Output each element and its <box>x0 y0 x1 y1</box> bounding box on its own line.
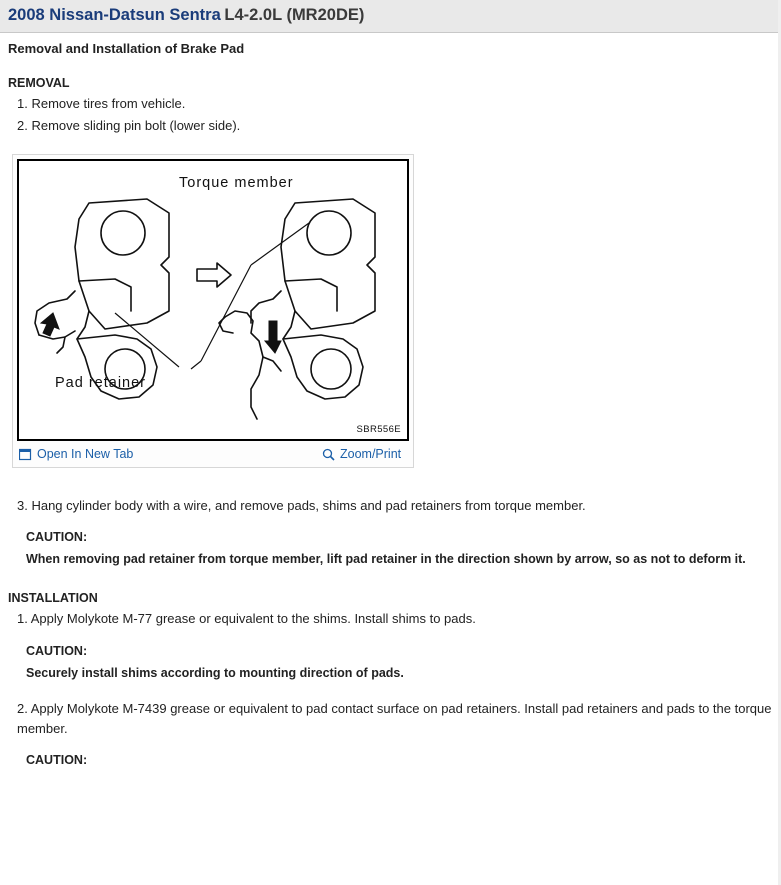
caution-label: CAUTION: <box>26 530 88 545</box>
vehicle-title-bar <box>0 0 781 33</box>
page-title: Removal and Installation of Brake Pad <box>8 41 245 56</box>
removal-step-1: 1. Remove tires from vehicle. <box>17 96 186 111</box>
removal-heading: REMOVAL <box>8 76 70 90</box>
open-in-new-tab-link[interactable] <box>19 447 133 461</box>
figure-container <box>12 154 414 468</box>
removal-step-3: 3. Hang cylinder body with a wire, and remove pads, shims and pad retainers from torque member. <box>17 498 586 514</box>
figure-code: SBR556E <box>356 424 401 436</box>
removal-step-2: 2. Remove sliding pin bolt (lower side). <box>17 118 241 134</box>
zoom-print-label: Zoom/Print <box>340 447 402 462</box>
vehicle-engine: L4-2.0L (MR20DE) <box>224 6 365 24</box>
installation-step-1: 1. Apply Molykote M-77 grease or equivalent to the shims. Install shims to pads. <box>17 611 476 627</box>
document-body <box>0 76 781 767</box>
caution-text: Securely install shims according to mounting direction of pads. <box>26 665 404 680</box>
new-tab-icon <box>19 448 32 461</box>
magnifier-icon <box>322 448 335 461</box>
svg-text:Torque member: Torque member <box>179 175 294 192</box>
caution-installation-1 <box>8 644 773 683</box>
vehicle-name: 2008 Nissan-Datsun Sentra <box>8 6 221 24</box>
open-in-new-tab-label: Open In New Tab <box>37 447 134 462</box>
brake-pad-diagram <box>17 159 409 441</box>
svg-text:Pad retainer: Pad retainer <box>55 375 146 392</box>
figure-toolbar <box>17 441 409 467</box>
installation-heading: INSTALLATION <box>8 591 98 606</box>
caution-label: CAUTION: <box>26 752 88 767</box>
caution-text: When removing pad retainer from torque member, lift pad retainer in the direction shown by arrow, so as not to deform it. <box>26 552 746 567</box>
caution-installation-2 <box>8 753 773 767</box>
installation-step-2: 2. Apply Molykote M-7439 grease or equivalent to pad contact surface on pad retainers. Install pad retainers and pads to the torque member. <box>17 700 772 736</box>
caution-label: CAUTION: <box>26 643 88 658</box>
zoom-print-link[interactable] <box>322 447 401 461</box>
caution-removal <box>8 530 773 569</box>
